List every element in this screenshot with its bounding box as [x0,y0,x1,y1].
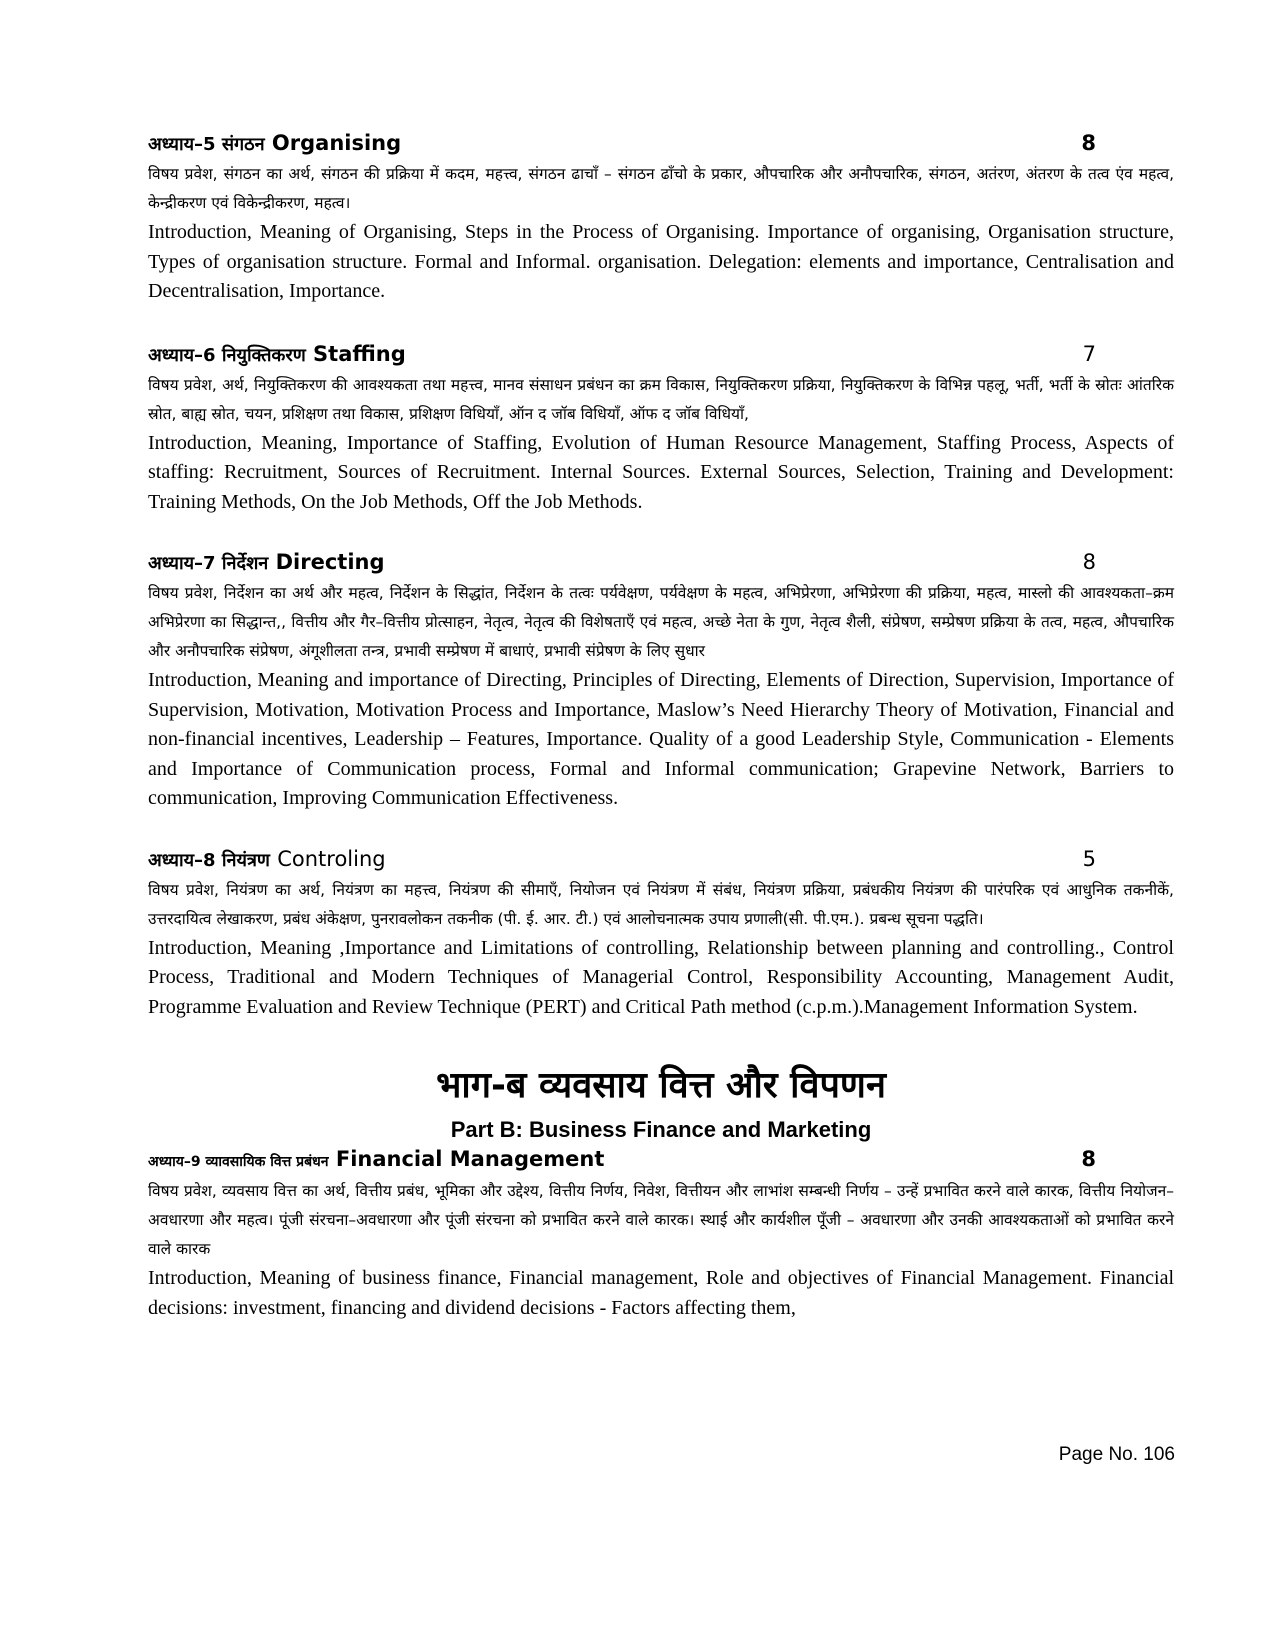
chapter-hindi-title: अध्याय–7 निर्देशन [148,553,269,574]
chapter-marks: 8 [1081,1147,1096,1171]
chapter-marks: 8 [1081,131,1096,155]
chapter-english-text: Introduction, Meaning of business finance, Financial management, Role and objectives of Financial Management. Financial decisions: investment, financing and dividend decisions - Factors affecting them, [148,1267,1174,1319]
chapter-english-title: Controling [277,846,386,871]
chapter-hindi-title: अध्याय–6 नियुक्तिकरण [148,344,306,366]
chapter-marks: 5 [1082,846,1096,871]
chapter-english-title: Organising [271,131,402,155]
chapter-hindi-text: विषय प्रवेश, संगठन का अर्थ, संगठन की प्रक्रिया में कदम, महत्त्व, संगठन ढाचाँ – संगठन ढाँचो के प्रकार, औपचारिक और अनौपचारिक, संगठन, अतंरण, अंतरण के तत्व एंव महत्व, केन्द्रीकरण एवं विकेन्द्रीकरण, महत्व। [148,165,1174,212]
chapter-english-text: Introduction, Meaning of Organising, Steps in the Process of Organising. Importance of organising, Organisation structure, Types of organisation structure. Formal and Informal. organisation. Delegation: elements and importance, Centralisation and Decentralisation, Importance. [148,221,1174,302]
chapter-title [148,547,385,579]
chapter-hindi-text: विषय प्रवेश, निर्देशन का अर्थ और महत्व, निर्देशन के सिद्धांत, निर्देशन के तत्वः पर्यवेक्षण, पर्यवेक्षण के महत्व, अभिप्रेरणा, अभिप्रेरणा की प्रक्रिया, महत्व, मास्लो की आवश्यकता–क्रम अभिप्रेरणा का सिद्धान्त,, वित्तीय और गैर–वित्तीय प्रोत्साहन, नेतृत्व, नेतृत्व की विशेषताएँ एवं महत्व, अच्छे नेता के गुण, नेतृत्व शैली, संप्रेषण, सम्प्रेषण प्रक्रिया के तत्व, महत्व, औपचारिक और अनौपचारिक संप्रेषण, अंगूशीलता तन्त्र, प्रभावी सम्प्रेषण में बाधाएं, प्रभावी संप्रेषण के लिए सुधार [148,584,1174,660]
chapter-hindi-title: अध्याय–5 संगठन [148,134,265,155]
chapter-7-section [148,547,1174,814]
chapter-marks: 7 [1082,341,1096,366]
part-b-english-title: Part B: Business Finance and Marketing [450,1117,872,1142]
chapter-hindi-text: विषय प्रवेश, व्यवसाय वित्त का अर्थ, वित्तीय प्रबंध, भूमिका और उद्देश्य, वित्तीय निर्णय, निवेश, वित्तीयन और लाभांश सम्बन्धी निर्णय – उन्हें प्रभावित करने वाले कारक, वित्तीय नियोजन–अवधारणा और महत्व। पूंजी संरचना–अवधारणा और पूंजी संरचना को प्रभावित करने वाले कारक। स्थाई और कार्यशील पूँजी – अवधारणा और उनकी आवश्यकताओं को प्रभावित करने वाले कारक [148,1182,1174,1258]
page-content [148,128,1174,1323]
chapter-heading [148,128,1174,160]
chapter-hindi-title: अध्याय–8 नियंत्रण [148,849,270,871]
chapter-marks: 8 [1082,550,1096,574]
chapter-english-title: Financial Management [335,1147,605,1171]
chapter-5-section [148,128,1174,307]
chapter-english-title: Directing [275,550,385,574]
chapter-8-section [148,844,1174,1023]
part-b-hindi-title: भाग-ब व्यवसाय वित्त और विपणन [436,1065,886,1106]
chapter-title [148,339,406,371]
chapter-english-text: Introduction, Meaning, Importance of Staffing, Evolution of Human Resource Management, Staffing Process, Aspects of staffing: Recruitment, Sources of Recruitment. Internal Sources. External Sources, Selection, Training and Development: Training Methods, On the Job Methods, Off the Job Methods. [148,431,1174,513]
chapter-9-section [148,1144,1174,1323]
page-number: Page No. 106 [1058,1444,1175,1465]
chapter-heading [148,339,1174,371]
chapter-english-text: Introduction, Meaning ,Importance and Limitations of controlling, Relationship between planning and controlling., Control Process, Traditional and Modern Techniques of Managerial Control, Responsibility Accounting, Management Audit, Programme Evaluation and Review Technique (PERT) and Critical Path method (c.p.m.).Management Information System. [148,936,1174,1018]
chapter-heading [148,844,1174,876]
chapter-hindi-text: विषय प्रवेश, अर्थ, नियुक्तिकरण की आवश्यकता तथा महत्त्व, मानव संसाधन प्रबंधन का क्रम विकास, नियुक्तिकरण प्रक्रिया, नियुक्तिकरण के विभिन्न पहलू, भर्ती, भर्ती के स्रोतः आंतरिक स्रोत, बाह्य स्रोत, चयन, प्रशिक्षण तथा विकास, प्रशिक्षण विधियाँ, ऑन द जॉब विधियाँ, ऑफ द जॉब विधियाँ, [148,375,1174,423]
chapter-heading [148,1144,1174,1177]
chapter-hindi-title: अध्याय–9 व्यावसायिक वित्त प्रबंधन [148,1154,329,1170]
chapter-hindi-text: विषय प्रवेश, नियंत्रण का अर्थ, नियंत्रण का महत्त्व, नियंत्रण की सीमाएँ, नियोजन एवं नियंत्रण में संबंध, नियंत्रण प्रक्रिया, प्रबंधकीय नियंत्रण की पारंपरिक एवं आधुनिक तकनीकें, उत्तरदायित्व लेखाकरण, प्रबंध अंकेक्षण, पुनरावलोकन तकनीक (पी. ई. आर. टी.) एवं आलोचनात्मक उपाय प्रणाली(सी. पी.एम.). प्रबन्ध सूचना पद्धति। [148,880,1174,928]
chapter-title [148,844,386,876]
chapter-english-text: Introduction, Meaning and importance of Directing, Principles of Directing, Elements of Direction, Supervision, Importance of Supervision, Motivation, Motivation Process and Importance, Maslow’s Need Hierarchy Theory of Motivation, Financial and non-financial incentives, Leadership – Features, Importance. Quality of a good Leadership Style, Communication - Elements and Importance of Communication process, Formal and Informal communication; Grapevine Network, Barriers to communication, Improving Communication Effectiveness. [148,669,1174,809]
chapter-title [148,1144,604,1177]
chapter-english-title: Staffing [313,341,406,366]
chapter-6-section [148,339,1174,518]
chapter-title [148,128,401,160]
chapter-heading [148,547,1174,579]
